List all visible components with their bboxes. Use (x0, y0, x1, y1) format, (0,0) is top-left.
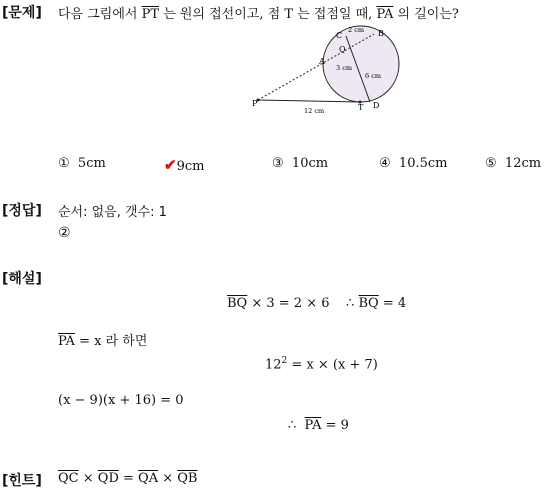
answer-tag: [정답] (2, 203, 42, 219)
answer-order: 순서: 없음, 갯수: 1 (58, 205, 167, 220)
choice-4[interactable]: ④ 10.5cm (379, 156, 448, 171)
question-text: 다음 그림에서 $\overline{PT}$ 는 원의 접선이고, 점 T 는 접점일 때, $\overline{PA}$ 의 길이는? (58, 7, 459, 22)
label-t: T (358, 103, 364, 112)
label-2cm: 2 cm (348, 26, 365, 34)
choice-2[interactable]: ✔9cm (164, 156, 205, 174)
explanation-line-1: $\overline{BQ} \times 3 = 2 \times 6$ ∴ $\overline{BQ} = 4$ (227, 296, 407, 311)
explanation-line-4: (x − 9)(x + 16) = 0 (58, 393, 184, 408)
hint-tag: [힌트] (2, 473, 42, 489)
label-d: D (373, 101, 380, 110)
checkmark-icon: ✔ (164, 156, 177, 174)
circle (323, 26, 399, 102)
segment-pt: $\overline{PT}$ (141, 7, 160, 22)
choice-1[interactable]: ① 5cm (58, 156, 106, 171)
label-b: B (378, 29, 384, 38)
choice-3[interactable]: ③ 10cm (272, 156, 329, 171)
explanation-tag: [해설] (2, 271, 42, 287)
explanation-line-2: $\overline{PA} = x$ 라 하면 (58, 334, 148, 349)
label-6cm: 6 cm (365, 72, 382, 80)
question-tag: [문제] (2, 5, 42, 21)
label-q: Q (339, 45, 346, 54)
segment-pa: $\overline{PA}$ (376, 7, 394, 22)
label-12cm: 12 cm (304, 107, 325, 115)
answer-value: ② (58, 225, 71, 241)
hint-text: $\overline{QC} \times \overline{QD} = \overline{QA} \times \overline{QB}$ (58, 471, 198, 486)
explanation-line-5: ∴ $\overline{PA} = 9$ (288, 418, 349, 433)
explanation-line-3: $12^2 = x \times (x + 7)$ (265, 356, 378, 373)
geometry-figure (250, 22, 410, 122)
label-a: A (319, 57, 325, 66)
label-3cm: 3 cm (336, 64, 353, 72)
choice-5[interactable]: ⑤ 12cm (485, 156, 542, 171)
label-p: P (252, 99, 258, 108)
label-c: C (336, 31, 343, 40)
tangent-line (258, 100, 360, 102)
